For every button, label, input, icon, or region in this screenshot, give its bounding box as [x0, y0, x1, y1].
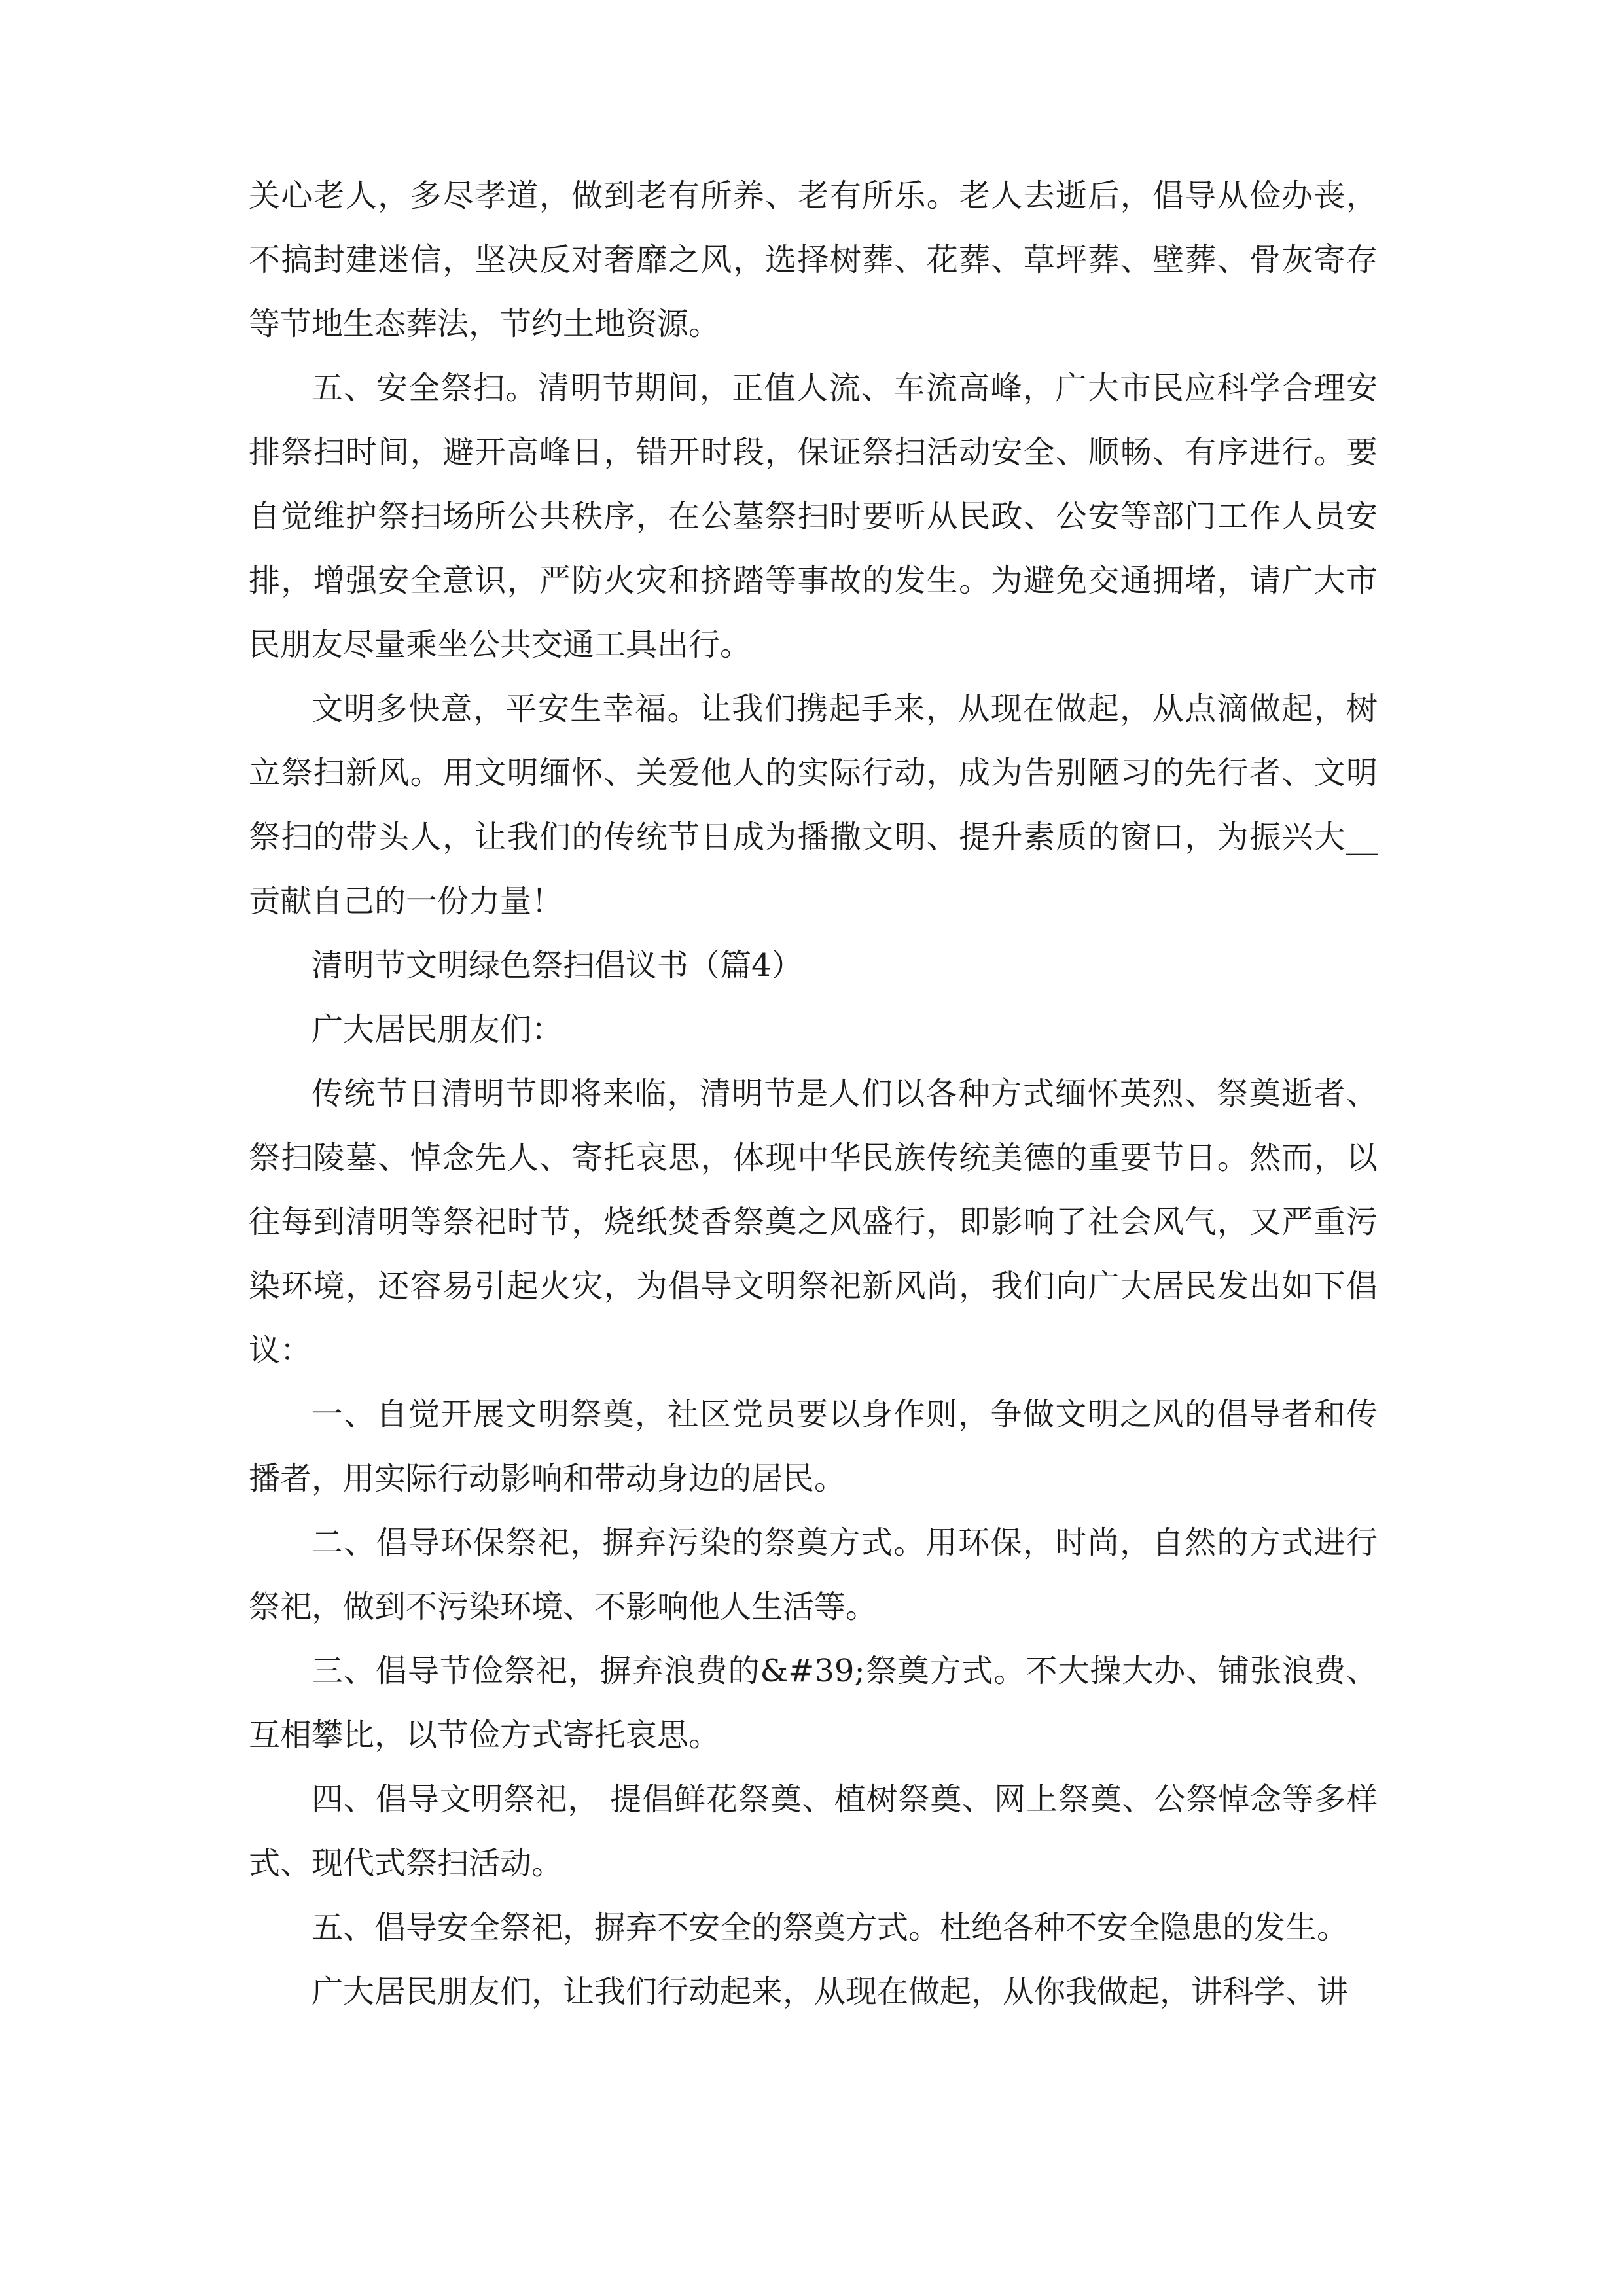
paragraph-call-to-action: 广大居民朋友们，让我们行动起来，从现在做起，从你我做起，讲科学、讲	[312, 1973, 1349, 2010]
proposal-item-1: 一、自觉开展文明祭奠，社区党员要以身作则，争做文明之风的倡导者和传播者，用实际行动影响和带动身边的居民。	[249, 1396, 1378, 1497]
proposal-item-3: 三、倡导节俭祭祀，摒弃浪费的&#39;祭奠方式。不大操大办、铺张浪费、互相攀比，以节俭方式寄托哀思。	[249, 1653, 1378, 1753]
paragraph-funeral-customs: 关心老人，多尽孝道，做到老有所养、老有所乐。老人去逝后，倡导从俭办丧，不搞封建迷信，坚决反对奢靡之风，选择树葬、花葬、草坪葬、壁葬、骨灰寄存等节地生态葬法，节约土地资源。	[249, 177, 1378, 342]
paragraph-civilized-closing: 文明多快意，平安生幸福。让我们携起手来，从现在做起，从点滴做起，树立祭扫新风。用文明缅怀、关爱他人的实际行动，成为告别陋习的先行者、文明祭扫的带头人，让我们的传统节日成为播撒文明、提升素质的窗口，为振兴大__贡献自己的一份力量！	[249, 691, 1378, 920]
document-body	[249, 164, 1378, 2024]
proposal-item-4: 四、倡导文明祭祀， 提倡鲜花祭奠、植树祭奠、网上祭奠、公祭悼念等多样式、现代式祭扫活动。	[249, 1781, 1378, 1882]
paragraph-introduction: 传统节日清明节即将来临，清明节是人们以各种方式缅怀英烈、祭奠逝者、祭扫陵墓、悼念先人、寄托哀思，体现中华民族传统美德的重要节日。然而，以往每到清明等祭祀时节，烧纸焚香祭奠之风盛行，即影响了社会风气，又严重污染环境，还容易引起火灾，为倡导文明祭祀新风尚，我们向广大居民发出如下倡议：	[249, 1075, 1378, 1369]
proposal-item-5: 五、倡导安全祭祀，摒弃不安全的祭奠方式。杜绝各种不安全隐患的发生。	[312, 1909, 1349, 1946]
section-title-part-4: 清明节文明绿色祭扫倡议书（篇4）	[312, 947, 803, 984]
paragraph-safe-sweeping: 五、安全祭扫。清明节期间，正值人流、车流高峰，广大市民应科学合理安排祭扫时间，避开高峰日，错开时段，保证祭扫活动安全、顺畅、有序进行。要自觉维护祭扫场所公共秩序，在公墓祭扫时要听从民政、公安等部门工作人员安排，增强安全意识，严防火灾和挤踏等事故的发生。为避免交通拥堵，请广大市民朋友尽量乘坐公共交通工具出行。	[249, 370, 1378, 663]
salutation: 广大居民朋友们：	[312, 1011, 563, 1048]
proposal-item-2: 二、倡导环保祭祀，摒弃污染的祭奠方式。用环保，时尚，自然的方式进行祭祀，做到不污染环境、不影响他人生活等。	[249, 1524, 1378, 1625]
